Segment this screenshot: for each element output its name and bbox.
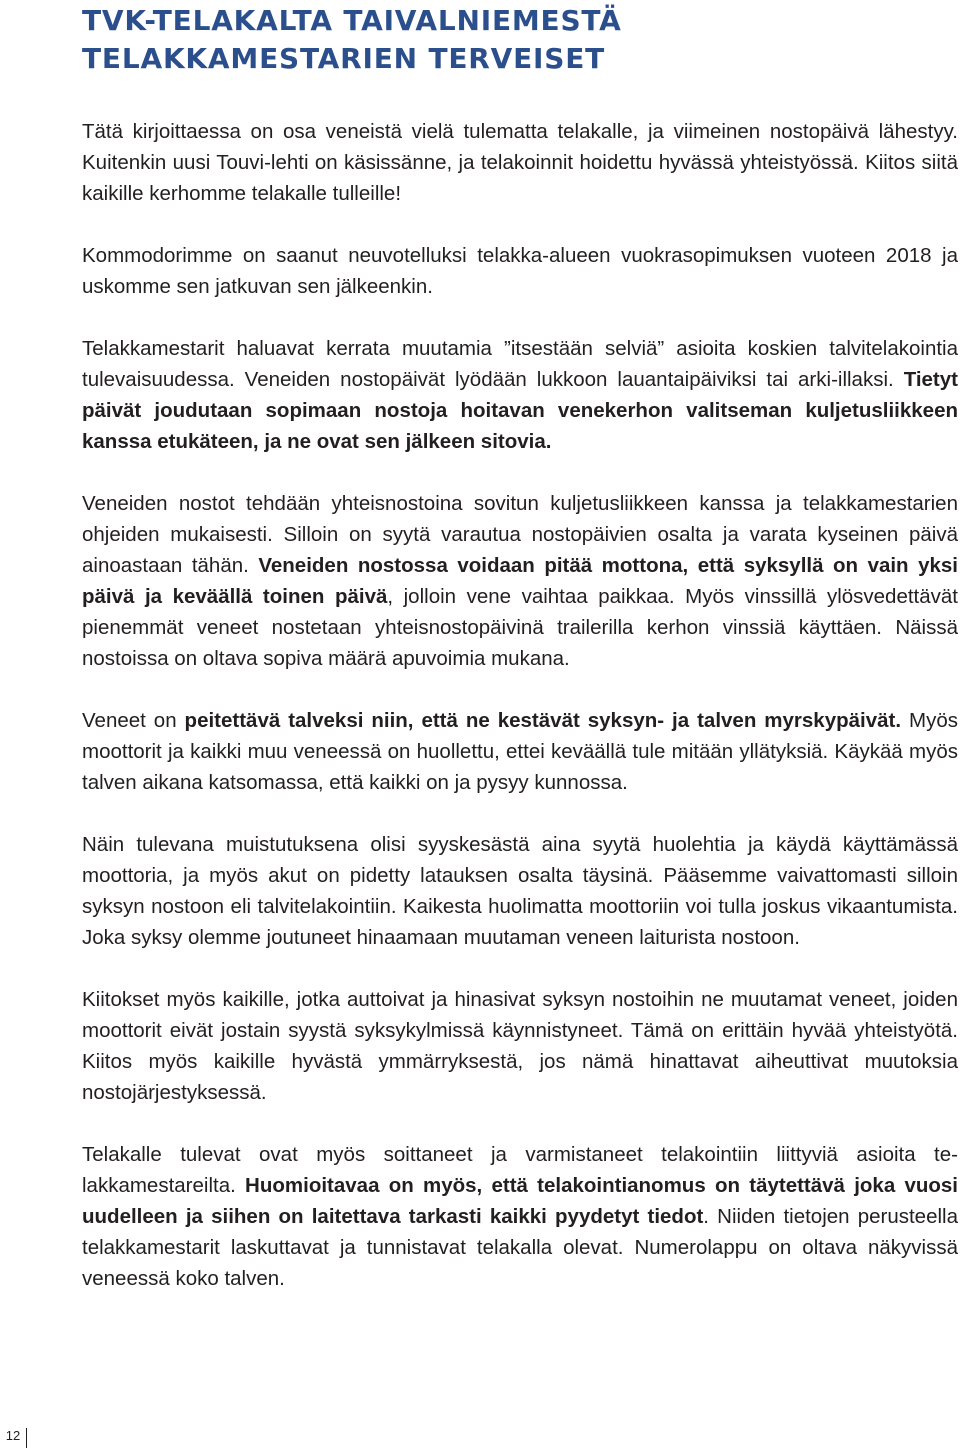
- article-body: [82, 116, 958, 1294]
- body-text: Kommodorimme on saanut neuvotelluksi telakka-alueen vuokrasopimuksen vuoteen 2018 ja uskomme sen jatkuvan sen jälkeenkin.: [82, 244, 958, 298]
- paragraph: [82, 984, 958, 1108]
- emphasis-text: Tietyt päivät joudutaan sopimaan nostoja hoitavan venekerhon valitseman kuljetusliikkeen kanssa etukäteen, ja ne ovat sen jälkeen sitovia.: [82, 368, 958, 453]
- article: [82, 2, 958, 1325]
- paragraph: [82, 116, 958, 209]
- emphasis-text: Huomioitavaa on myös, että telakointianomus on täytettävä joka vuosi uudelleen ja siihen on laitettava tarkasti kaikki pyydetyt tiedot: [82, 1174, 958, 1228]
- paragraph: [82, 1139, 958, 1294]
- body-text: Näin tulevana muistutuksena olisi syyskesästä aina syytä huolehtia ja käydä käyttämässä moottoria, ja myös akut on pidetty latauksen osalta täysinä. Pääsemme vaivattomasti silloin syksyn nostoon eli talvitelakointiin. Kaikesta huolimatta moottoriin voi tulla joskus vikaantumista. Joka syksy olemme joutuneet hinaamaan muutaman veneen laiturista nostoon.: [82, 833, 958, 949]
- emphasis-text: peitettävä talveksi niin, että ne kestävät syksyn- ja talven myrskypäivät.: [184, 709, 902, 732]
- body-text: Kiitokset myös kaikille, jotka auttoivat ja hinasivat syksyn nostoihin ne muutamat veneet, joiden moottorit eivät jostain syystä syksykylmissä käynnistyneet. Tämä on erittäin hyvää yhteistyötä. Kiitos myös kaikille hyvästä ymmärryksestä, jos nämä hinattavat aiheuttivat muutoksia nostojärjestyksessä.: [82, 988, 958, 1104]
- page-number-divider: [26, 1428, 27, 1448]
- body-text: Veneiden nostot tehdään yhteisnostoina sovitun kuljetusliikkeen kanssa ja telakkamestarien ohjeiden mukaisesti. Silloin on syytä varautua nostopäivien osalta ja varata kyseinen päivä ainoastaan tähän.: [82, 492, 958, 577]
- page-number: 12: [5, 1428, 21, 1443]
- body-text: , jolloin vene vaihtaa paikkaa. Myös vinssillä ylösvedettävät pienemmät veneet nostetaan yhteisnostopäivinä trailerilla kerhon vinssiä käyttäen. Näissä nostoissa on oltava sopiva määrä apuvoimia mukana.: [82, 585, 958, 670]
- paragraph: [82, 333, 958, 457]
- paragraph: [82, 488, 958, 674]
- body-text: Veneet on: [82, 709, 185, 732]
- paragraph: [82, 705, 958, 798]
- article-title: TVK-TELAKALTA TAIVALNIEMESTÄ TELAKKAMESTARIEN TERVEISET: [82, 4, 622, 75]
- paragraph: [82, 240, 958, 302]
- body-text: Telakalle tulevat ovat myös soittaneet ja varmistaneet telakointiin liittyviä asioita telakkamestareilta.: [82, 1143, 958, 1197]
- body-text: Myös moottorit ja kaikki muu veneessä on huollettu, ettei keväällä tule mitään yllätyksiä. Käykää myös talven aikana katsomassa, että kaikki on ja pysyy kunnossa.: [82, 709, 958, 794]
- body-text: Telakkamestarit haluavat kerrata muutamia ”itsestään selviä” asioita koskien talvitelakointia tulevaisuudessa. Veneiden nostopäivät lyödään lukkoon lauantaipäiviksi tai arki-illaksi.: [82, 337, 958, 391]
- paragraph: [82, 829, 958, 953]
- body-text: . Niiden tietojen perusteella telakkamestarit laskuttavat ja tunnistavat telakalla olevat. Numerolappu on oltava näkyvissä veneessä koko talven.: [82, 1205, 958, 1290]
- body-text: Tätä kirjoittaessa on osa veneistä vielä tulematta telakalle, ja viimeinen nostopäivä lähestyy. Kuitenkin uusi Touvi-lehti on käsissänne, ja telakoinnit hoidettu hyvässä yhteistyössä. Kiitos siitä kaikille kerhomme telakalle tulleille!: [82, 120, 958, 205]
- emphasis-text: Veneiden nostossa voidaan pitää mottona, että syksyllä on vain yksi päivä ja keväällä toinen päivä: [82, 554, 958, 608]
